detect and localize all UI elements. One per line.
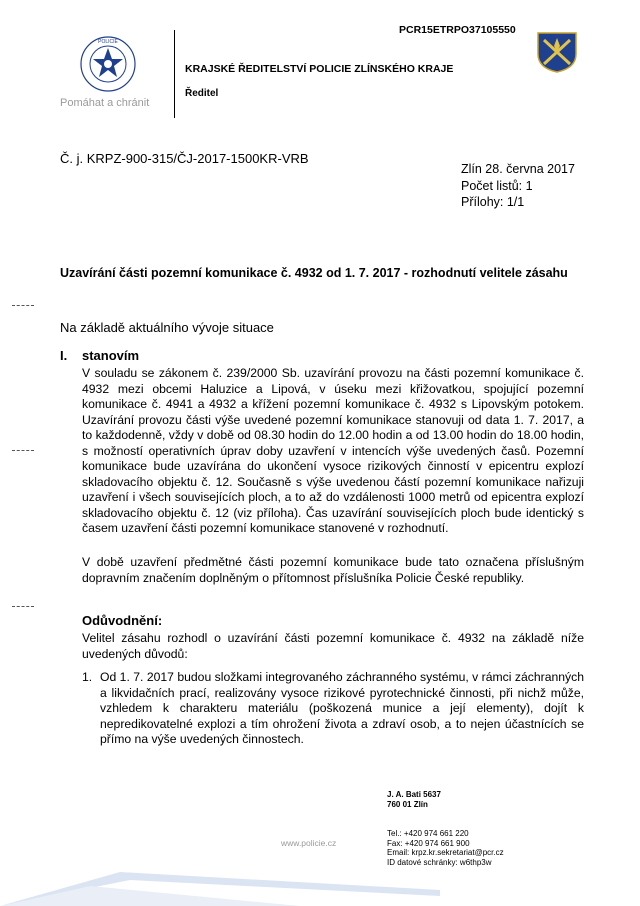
fax-number: Fax: +420 974 661 900 [387, 838, 470, 848]
section-title: stanovím [82, 348, 140, 363]
email-address[interactable]: Email: krpz.kr.sekretariat@pcr.cz [387, 848, 504, 857]
address-city: 760 01 Zlín [387, 800, 428, 809]
svg-text:POLICIE: POLICIE [98, 39, 118, 45]
police-star-logo-icon [78, 34, 138, 94]
address-street: J. A. Bati 5637 [387, 790, 441, 799]
date-block [461, 161, 575, 211]
footer-stripes-decoration [0, 852, 440, 906]
justification-title: Odůvodnění: [82, 613, 163, 628]
attachments-count: Přílohy: 1/1 [461, 195, 525, 209]
decision-paragraph: V souladu se zákonem č. 239/2000 Sb. uzavírání provozu na části pozemní komunikace č. 4932 mezi obcemi Haluzice a Lipová, v úseku mezi křižovatkou, spojující pozemní komunikace č. 4941 a 4932 a křížení pozemní komunikace č. 4932 s Lipovským potokem. Uzavírání provozu části výše uvedené pozemní komunikace stanovuji od data 1. 7. 2017, a to každodenně, vždy v době od 08.30 hodin do 12.00 hodin a od 13.00 hodin do 18.00 hodin, s možností operativních úprav doby uzavření v intencích výše uvedených časů. Pozemní komunikace bude uzavírána do ukončení vysoce rizikových činností v epicentru explozí skladovacího objektu č. 12. Současně s výše uvedenou částí pozemní komunikace nařizuji uzavření i všech souvisejících ploch, a to až do vzdálenosti 1000 metrů od epicentra explozí skladovacího objektu č. 12 (viz příloha). Čas uzavírání souvisejících ploch bude identický s časem uzavření části pozemní komunikace stanovené v rozhodnutí. [82, 366, 584, 535]
margin-mark [12, 305, 34, 306]
margin-mark [12, 606, 34, 607]
sheet-count: Počet listů: 1 [461, 178, 533, 193]
reason-text: Od 1. 7. 2017 budou složkami integrovaného záchranného systému, v rámci záchranných a likvidačních prací, realizovány vysoce rizikové pyrotechnické činnosti, při nichž může, vzhledem k charakteru materiálu (poškozená munice a její elementy), dojít k nepredikovatelné explozi a tím ohrožení života a zdraví osob, a to nejen účastnících se přímo na výše uvedených činnostech. [100, 670, 584, 746]
reference-code: PCR15ETRPO37105550 [399, 24, 516, 36]
organization-name: KRAJSKÉ ŘEDITELSTVÍ POLICIE ZLÍNSKÉHO KRAJE [185, 63, 454, 75]
header-divider [174, 30, 175, 118]
databox-id: ID datové schránky: w6thp3w [387, 857, 492, 867]
sender-role: Ředitel [185, 88, 219, 99]
address-block [387, 790, 441, 810]
margin-mark [12, 450, 34, 451]
intro-text: Na základě aktuálního vývoje situace [60, 320, 274, 335]
phone-number: Tel.: +420 974 661 220 [387, 829, 469, 838]
subject-heading: Uzavírání části pozemní komunikace č. 4932 od 1. 7. 2017 - rozhodnutí velitele zásahu [60, 266, 568, 280]
file-number: Č. j. KRPZ-900-315/ČJ-2017-1500KR-VRB [60, 151, 309, 166]
document-date: Zlín 28. června 2017 [461, 162, 575, 176]
justification-intro: Velitel zásahu rozhodl o uzavírání části pozemní komunikace č. 4932 na základě níže uvedených důvodů: [82, 631, 584, 661]
section-number: I. [60, 348, 68, 363]
signage-paragraph: V době uzavření předmětné části pozemní komunikace bude tato označena příslušným dopravním značením doplněným o přítomnost příslušníka Policie České republiky. [82, 555, 584, 585]
reason-number: 1. [82, 670, 93, 684]
website-link[interactable]: www.policie.cz [281, 838, 337, 848]
regional-emblem-icon [535, 30, 579, 74]
slogan: Pomáhat a chránit [60, 97, 150, 109]
